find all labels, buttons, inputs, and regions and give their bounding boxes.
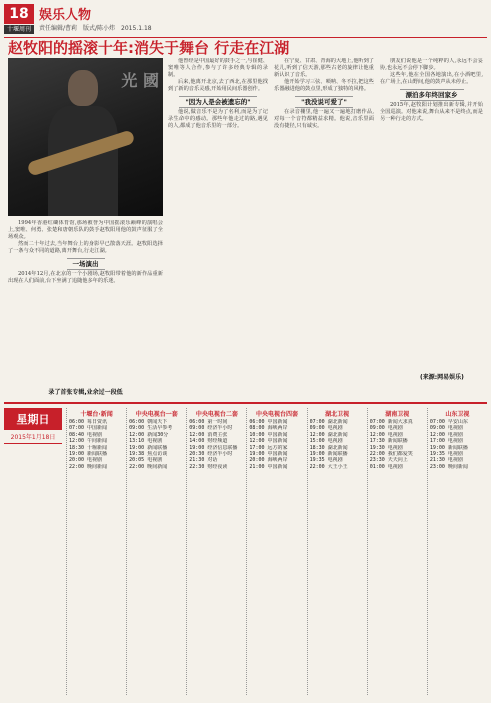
tv-program-item: 19:35 电视剧 [429, 451, 463, 458]
tv-channel-name: 中央电视台四套 [255, 411, 298, 418]
tv-program-item: 12:00 电视剧 [429, 431, 463, 438]
tv-program-item: 07:00 中国新闻 [69, 425, 108, 432]
tv-program-item: 14:00 财经频道 [189, 438, 228, 445]
subheading: "因为人是会被遗忘的" [168, 97, 268, 106]
tv-program-item: 13:10 电视剧 [129, 438, 163, 445]
tv-program-item: 12:00 电视剧 [369, 431, 403, 438]
tv-program-item: 09:00 电视剧 [369, 425, 403, 432]
tv-program-item: 09:00 经济半小时 [189, 425, 233, 432]
tv-program-item: 01:00 电视剧 [369, 463, 403, 470]
tv-program-item: 23:30 天天向上 [369, 457, 408, 464]
tv-program-item: 19:35 电视剧 [309, 457, 343, 464]
subheading: "我没说可爱了" [274, 97, 374, 106]
tv-channel-column [246, 408, 306, 695]
tv-program-item: 07:00 早安山东 [429, 419, 468, 425]
tv-program-item: 12:00 新闻30分 [129, 431, 169, 438]
tv-program-item: 20:05 电视剧 [129, 457, 163, 464]
tv-listings [4, 402, 487, 701]
tv-program-item: 06:00 朝闻天下 [129, 419, 168, 425]
article-column-3 [274, 58, 374, 398]
tv-program-item: 12:00 消费主张 [189, 431, 228, 438]
tv-day-panel [4, 408, 62, 695]
editor-credits: 责任编辑/曹莉 版式/陈小炜 2015.1.18 [39, 25, 152, 32]
page-number: 18 [4, 4, 34, 24]
paragraph: 然而二十年过去,当年舞台上的身影早已散落天涯。赵牧阳选择了一条与众不同的道路,离开舞台,行走江湖。 [8, 241, 163, 254]
tv-program-item: 12:00 中国新闻 [249, 438, 288, 445]
tv-channel-column [66, 408, 126, 695]
tv-program-item: 21:30 电视剧 [429, 457, 463, 464]
tv-channel-name: 湖北卫视 [325, 411, 350, 418]
tv-weekday: 星期日 [4, 408, 62, 430]
tv-program-item: 20:00 电视剧 [69, 457, 103, 464]
page-header [4, 4, 487, 34]
paragraph: 在录音棚里,他一遍又一遍地打磨作品,对每一个音符都精益求精。他说,音乐里面没有捷径,只有诚实。 [274, 109, 374, 129]
subheading: 一场演出 [8, 259, 163, 268]
tv-channel-column [427, 408, 487, 695]
tv-program-item: 09:00 生活早参考 [129, 425, 173, 432]
tv-program-item: 19:30 电视剧 [369, 444, 403, 451]
paragraph: 1994年香港红磡体育馆,那场被誉为中国摇滚乐巅峰的演唱会上,窦唯、何勇、张楚和唐朝乐队的鼓手赵牧阳用他的鼓声征服了全场观众。 [8, 220, 163, 240]
tv-program-item: 20:30 经济半小时 [189, 451, 233, 458]
tv-channel-name: 中央电视台一套 [135, 411, 178, 418]
tv-program-item: 07:00 湖北新闻 [309, 419, 348, 425]
tv-program-item: 15:00 电视剧 [309, 438, 343, 445]
section-title: 娱乐人物 [39, 8, 92, 23]
tv-program-item: 17:00 电视剧 [429, 438, 463, 445]
tv-channel-column [307, 408, 367, 695]
tv-channel-name: 中央电视台二套 [195, 411, 238, 418]
tv-program-item: 21:00 中国新闻 [249, 463, 288, 470]
paragraph: 后来,他离开北京,去了西北,在那里他找到了新的音乐灵感,开始用民间乐器创作。 [168, 79, 268, 92]
tv-program-item: 06:00 中国新闻 [249, 419, 288, 425]
photo-caption: 录了首张专辑,业余过一段低 [48, 389, 123, 396]
photo-sign-text: 光 國 [121, 71, 159, 90]
tv-program-item: 07:00 新闻大求真 [369, 419, 413, 425]
tv-program-item: 19:00 新闻联播 [429, 444, 468, 451]
photo-figure-head [68, 70, 98, 106]
paragraph: 2015年,赵牧阳计划推出新专辑,并开始全国巡演。对他来说,舞台从来不是终点,而是另一种行走的方式。 [380, 102, 483, 122]
tv-program-item: 18:30 湖北新闻 [309, 444, 348, 451]
tv-program-item: 21:30 对话 [189, 457, 218, 464]
tv-program-item: 06:00 每日资讯 [69, 419, 108, 425]
tv-program-item: 08:00 海峡两岸 [249, 425, 288, 432]
page-publication: 十堰周刊 [4, 25, 34, 34]
tv-program-item: 19:00 新闻联播 [309, 451, 348, 458]
article-photo [8, 58, 163, 216]
tv-program-item: 19:00 新闻联播 [69, 451, 108, 458]
tv-program-item: 06:00 第一时间 [189, 419, 228, 425]
paragraph: 朋友们说他是一个纯粹的人,永远不会妥协,也永远不会停下脚步。 [380, 58, 483, 71]
tv-program-item: 10:00 中国新闻 [249, 431, 288, 438]
tv-program-item: 09:00 电视剧 [309, 425, 343, 432]
paragraph: 他说,做音乐不是为了名利,而是为了记录生命中的感动。那些年他走过的路,遇见的人,都成了他音乐里的一部分。 [168, 109, 268, 129]
tv-program-item: 22:00 晚间新闻 [129, 463, 168, 470]
tv-program-item: 22:00 大王小王 [309, 463, 348, 470]
tv-program-item: 17:30 新闻联播 [369, 438, 408, 445]
tv-channel-name: 十堰台·新闻 [80, 411, 113, 418]
tv-program-item: 22:00 晚间新闻 [69, 463, 108, 470]
tv-program-item: 12:00 午间新闻 [69, 438, 108, 445]
paragraph: 他曾经是中国最好的鼓手之一,与崔健、窦唯等人合作,参与了许多经典专辑的录制。 [168, 58, 268, 78]
tv-program-item: 19:38 焦点访谈 [129, 451, 168, 458]
tv-channel-column [367, 408, 427, 695]
paragraph: 这些年,他在全国各地演出,在小酒吧里,在广场上,在山野间,他的鼓声从未停止。 [380, 72, 483, 85]
tv-date: 2015年1月18日 [4, 430, 62, 444]
tv-program-item: 08:40 电视剧 [69, 431, 103, 438]
tv-program-item: 12:00 湖北新闻 [309, 431, 348, 438]
tv-program-item: 18:30 十堰新闻 [69, 444, 108, 451]
tv-program-item: 23:00 晚间新闻 [429, 463, 468, 470]
article-headline: 赵牧阳的摇滚十年:消失于舞台 行走在江湖 [8, 39, 290, 57]
article-source: (来源:网易娱乐) [420, 374, 464, 381]
paragraph: 2014年12月,在北京的一个小剧场,赵牧阳带着他的新作品重新出现在人们面前,台下坐满了追随他多年的乐迷。 [8, 271, 163, 284]
tv-program-item: 09:00 电视剧 [429, 425, 463, 432]
tv-channel-column [186, 408, 246, 695]
paragraph: 在宁夏、甘肃、青海的大地上,他听到了花儿,听到了信天游,那些古老的旋律让他重新认识了音乐。 [274, 58, 374, 78]
paragraph: 他开始学习三弦、唢呐、冬不拉,把这些乐器融进他的鼓点里,形成了独特的风格。 [274, 79, 374, 92]
tv-program-item: 19:00 新闻联播 [129, 444, 168, 451]
tv-program-item: 22:30 财经夜读 [189, 463, 228, 470]
tv-program-item: 22:00 我们都爱笑 [369, 451, 413, 458]
tv-channel-name: 湖南卫视 [385, 411, 410, 418]
subheading: 漂泊多年终回家乡 [380, 90, 483, 99]
tv-channel-name: 山东卫视 [445, 411, 470, 418]
tv-program-item: 17:00 远方的家 [249, 444, 288, 451]
article-column-2 [168, 58, 268, 398]
tv-program-item: 19:00 中国新闻 [249, 451, 288, 458]
tv-program-item: 20:00 海峡两岸 [249, 457, 288, 464]
tv-channel-column [126, 408, 186, 695]
article-column-4 [380, 58, 483, 368]
tv-grid [66, 408, 487, 695]
article-column-1 [8, 220, 163, 385]
tv-program-item: 19:00 经济信息联播 [189, 444, 238, 451]
